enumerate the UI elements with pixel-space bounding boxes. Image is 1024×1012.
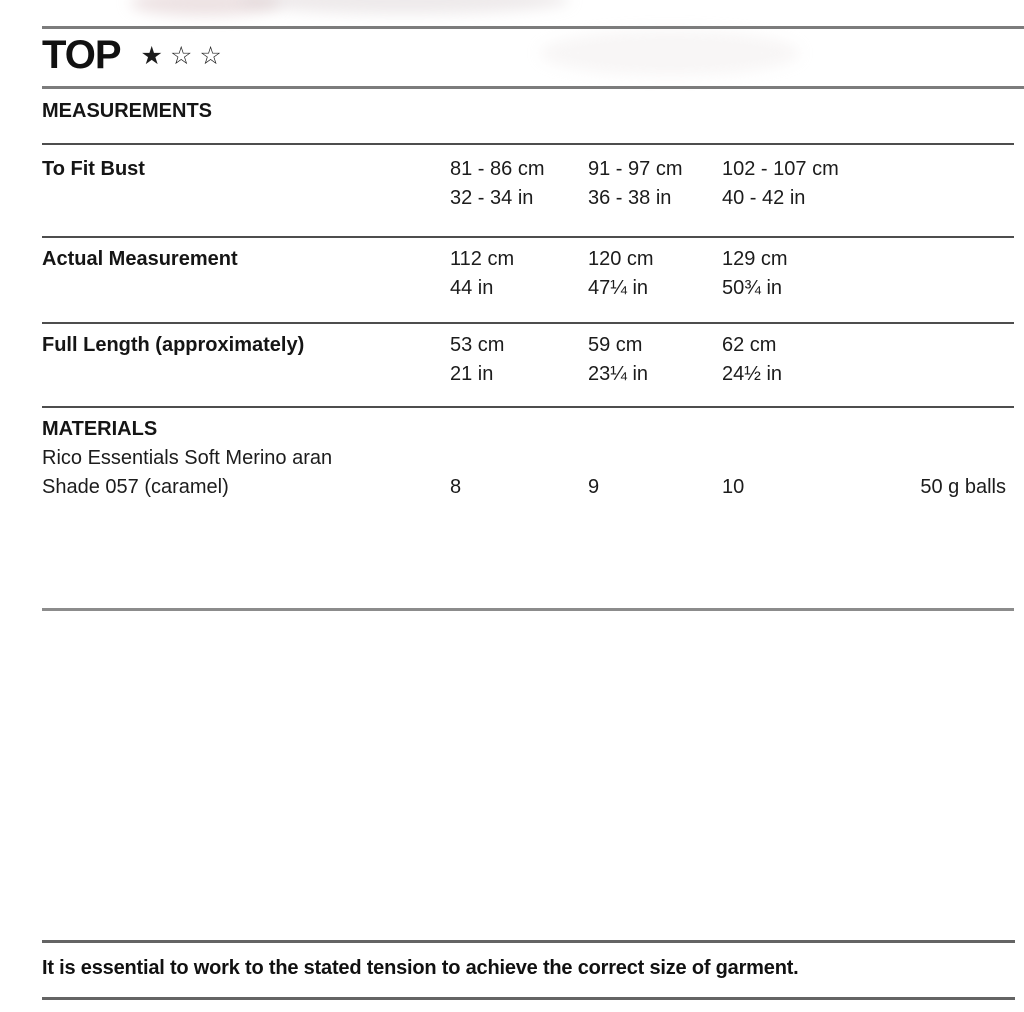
table-rule [42, 406, 1014, 408]
size1-cell [450, 245, 588, 303]
size3-cell [722, 155, 874, 213]
value-in: 50¾ in [722, 277, 783, 299]
table-row [42, 245, 1014, 303]
value-in: 47¼ in [588, 277, 649, 299]
size3-cell [722, 245, 874, 303]
value-cm: 91 - 97 cm [588, 158, 683, 180]
value-in: 44 in [450, 277, 494, 299]
empty-cell [874, 245, 1014, 303]
star-empty-icon: ☆ [199, 42, 222, 70]
value-cm: 112 cm [450, 248, 515, 270]
size1-cell [450, 331, 588, 389]
size3-cell [722, 331, 874, 389]
size2-cell [588, 245, 722, 303]
value-cm: 62 cm [722, 334, 777, 356]
yarn-name: Rico Essentials Soft Merino aran [42, 447, 333, 469]
size1-cell [450, 155, 588, 213]
yarn-shade: Shade 057 (caramel) [42, 476, 229, 498]
star-filled-icon: ★ [140, 42, 163, 70]
value-cm: 102 - 107 cm [722, 158, 839, 180]
value-in: 21 in [450, 363, 494, 385]
value-in: 40 - 42 in [722, 187, 806, 209]
tension-note: It is essential to work to the stated tension to achieve the correct size of garment. [42, 957, 799, 979]
value-cm: 129 cm [722, 248, 788, 270]
size2-cell [588, 331, 722, 389]
value-cm: 59 cm [588, 334, 643, 356]
quantity-size1: 8 [450, 476, 462, 498]
row-label-full-length: Full Length (approximately) [42, 334, 305, 356]
value-cm: 81 - 86 cm [450, 158, 545, 180]
divider-top [42, 26, 1024, 29]
empty-cell [874, 331, 1014, 389]
materials-heading: MATERIALS [42, 418, 158, 440]
row-label-actual-measurement: Actual Measurement [42, 248, 238, 270]
table-row [42, 331, 1014, 389]
divider-below-title [42, 86, 1024, 89]
photo-remnant [130, 0, 280, 16]
size2-cell [588, 155, 722, 213]
value-in: 36 - 38 in [588, 187, 672, 209]
photo-remnant [540, 30, 800, 76]
materials-text-block [42, 415, 450, 502]
materials-section [42, 415, 1014, 502]
row-label-to-fit-bust: To Fit Bust [42, 158, 145, 180]
value-in: 32 - 34 in [450, 187, 534, 209]
value-cm: 53 cm [450, 334, 505, 356]
footer-rule-bottom [42, 997, 1015, 1000]
table-rule [42, 143, 1014, 145]
measurements-heading: MEASUREMENTS [42, 100, 213, 122]
empty-cell [874, 155, 1014, 213]
quantity-size3: 10 [722, 476, 745, 498]
value-in: 23¼ in [588, 363, 649, 385]
star-empty-icon: ☆ [169, 42, 193, 70]
table-rule [42, 322, 1014, 324]
ball-unit-label: 50 g balls [920, 476, 1006, 498]
table-row [42, 155, 1014, 213]
difficulty-rating [141, 44, 222, 69]
title-row [42, 35, 222, 75]
value-in: 24½ in [722, 363, 783, 385]
photo-remnant [240, 0, 570, 14]
value-cm: 120 cm [588, 248, 654, 270]
section-divider [42, 608, 1014, 611]
footer-rule-top [42, 940, 1015, 943]
table-rule [42, 236, 1014, 238]
quantity-size2: 9 [588, 476, 600, 498]
page-title: TOP [42, 33, 121, 77]
